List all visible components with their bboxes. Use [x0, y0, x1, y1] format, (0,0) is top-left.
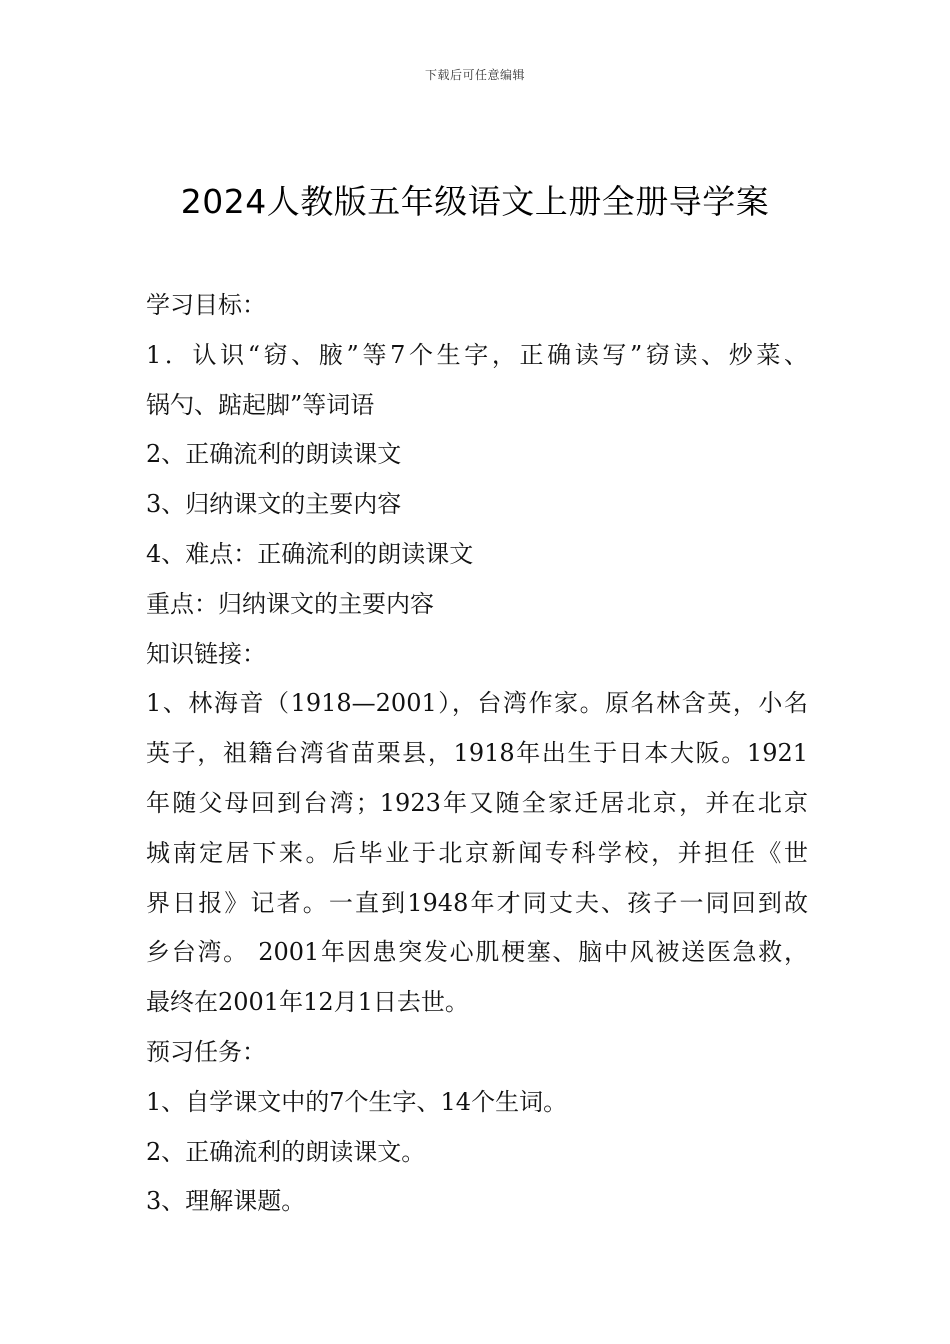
document-title: 2024人教版五年级语文上册全册导学案: [180, 182, 770, 221]
document-body: [146, 281, 808, 1227]
body-line: 城南定居下来。后毕业于北京新闻专科学校，并担任《世: [146, 838, 808, 867]
body-line: 英子，祖籍台湾省苗栗县，1918年出生于日本大阪。1921: [146, 739, 808, 768]
body-line: 1、林海音（1918—2001），台湾作家。原名林含英，小名: [146, 689, 808, 718]
body-line: 年随父母回到台湾；1923年又随全家迁居北京，并在北京: [146, 788, 808, 817]
body-line: 3、归纳课文的主要内容: [146, 490, 402, 519]
body-line: 预习任务：: [146, 1037, 266, 1066]
body-line: 1．认识“窃、腋”等7个生字，正确读写”窃读、炒菜、: [146, 340, 808, 369]
body-line: 重点：归纳课文的主要内容: [146, 589, 434, 618]
body-line: 乡台湾。 2001年因患突发心肌梗塞、脑中风被送医急救，: [146, 938, 808, 967]
body-line: 最终在2001年12月1日去世。: [146, 988, 469, 1017]
body-line: 2、正确流利的朗读课文。: [146, 1137, 426, 1166]
body-line: 3、理解课题。: [146, 1187, 306, 1216]
body-line: 2、正确流利的朗读课文: [146, 440, 402, 469]
body-line: 界日报》记者。一直到1948年才同丈夫、孩子一同回到故: [146, 888, 808, 917]
body-line: 锅勺、踮起脚”等词语: [146, 390, 375, 419]
body-line: 知识链接：: [146, 639, 266, 668]
body-line: 4、难点：正确流利的朗读课文: [146, 539, 474, 568]
body-line: 1、自学课文中的7个生字、14个生词。: [146, 1087, 568, 1116]
body-line: 学习目标：: [146, 291, 266, 319]
header-note: 下载后可任意编辑: [424, 68, 525, 82]
